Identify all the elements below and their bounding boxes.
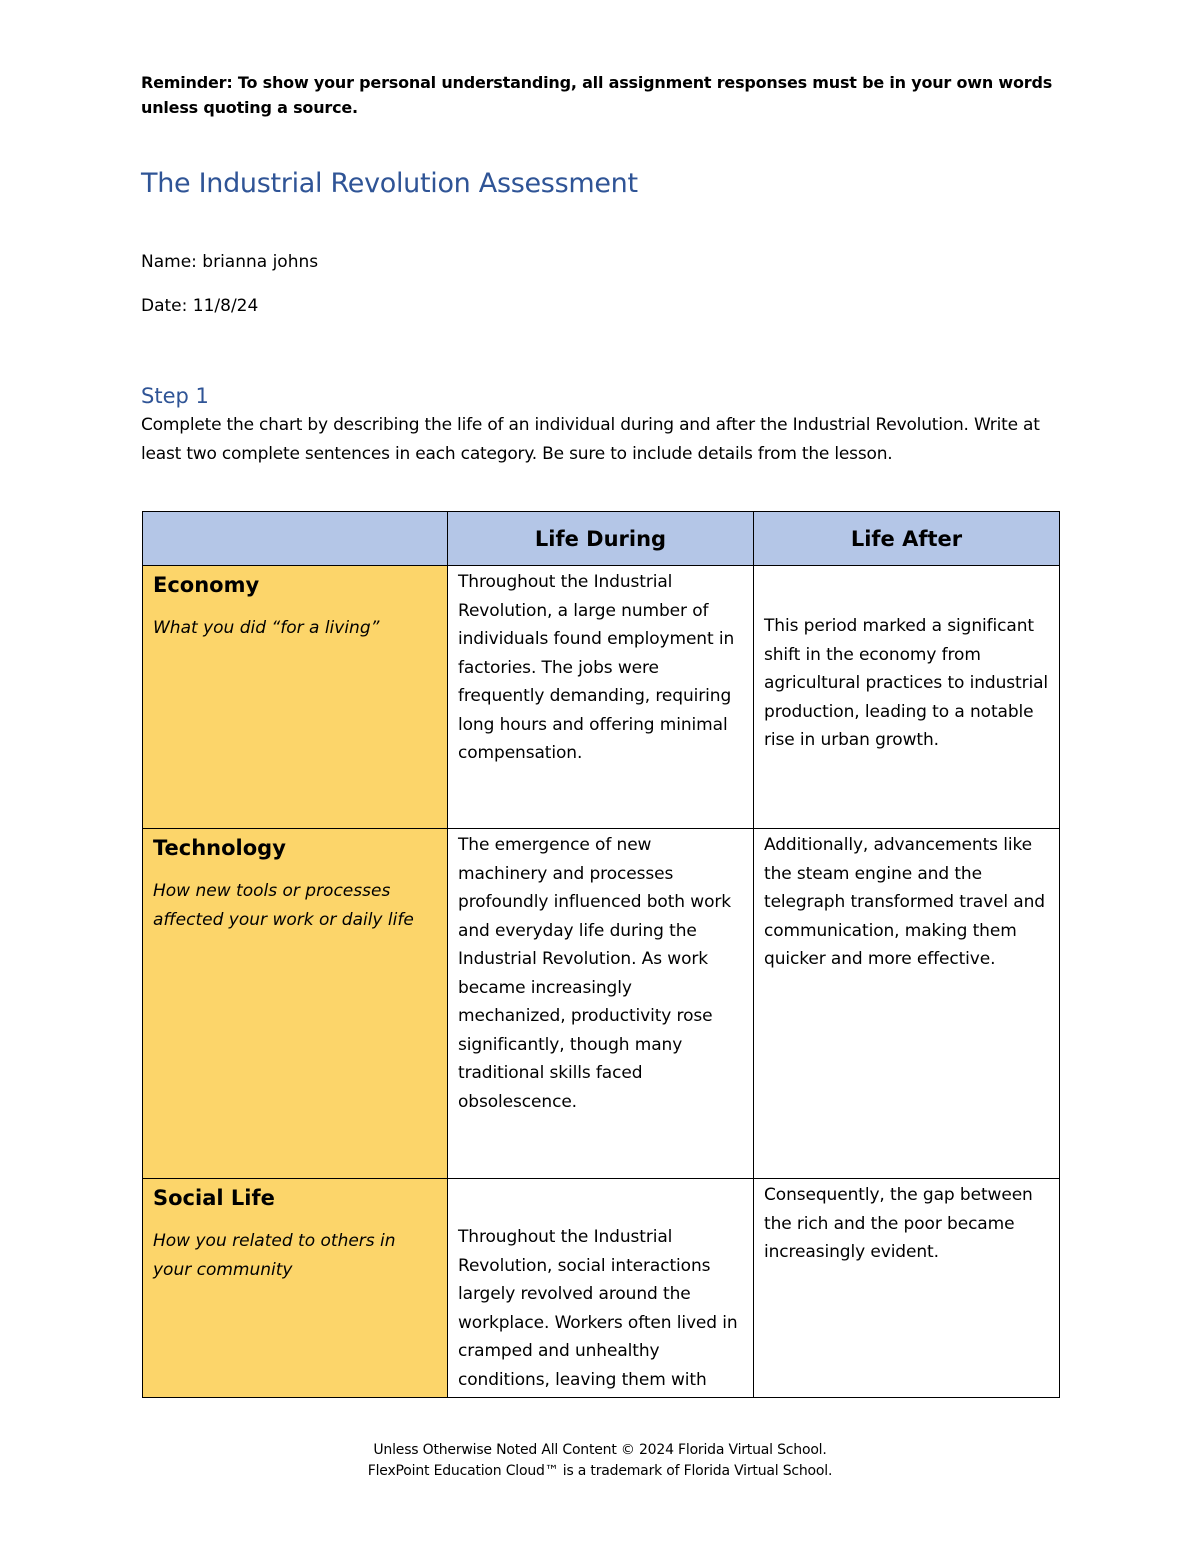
category-cell-technology [143, 829, 448, 1179]
footer-copyright: Unless Otherwise Noted All Content © 2024 Florida Virtual School. [373, 1442, 827, 1458]
reminder-note: Reminder: To show your personal understanding, all assignment responses must be in your own words unless quoting a source. [141, 73, 1053, 117]
response-text: Additionally, advancements like the steam engine and the telegraph transformed travel and communication, making them quicker and more effective. [764, 835, 1045, 969]
response-cell-after[interactable] [754, 566, 1060, 829]
category-description: What you did “for a living” [153, 618, 380, 638]
response-cell-during[interactable] [448, 566, 754, 829]
response-cell-during[interactable] [448, 829, 754, 1179]
table-row [143, 829, 1060, 1179]
response-cell-after[interactable] [754, 1179, 1060, 1398]
category-description: How new tools or processes affected your work or daily life [153, 881, 414, 930]
header-life-during: Life During [448, 512, 754, 566]
category-title: Social Life [153, 1186, 275, 1210]
page-footer [0, 1440, 1200, 1482]
category-cell-social-life [143, 1179, 448, 1398]
response-cell-after[interactable] [754, 829, 1060, 1179]
table-row [143, 1179, 1060, 1398]
table-row [143, 566, 1060, 829]
life-comparison-chart [142, 511, 1060, 1398]
response-text: This period marked a significant shift in the economy from agricultural practices to industrial production, leading to a notable rise in urban growth. [764, 616, 1049, 750]
student-name: Name: brianna johns [141, 252, 319, 272]
response-text: The emergence of new machinery and processes profoundly influenced both work and everyday life during the Industrial Revolution. As work became increasingly mechanized, productivity rose significantly, though many traditional skills faced obsolescence. [458, 835, 732, 1112]
category-title: Technology [153, 836, 286, 860]
response-text: Throughout the Industrial Revolution, social interactions largely revolved around the workplace. Workers often lived in cramped and unhealthy conditions, leaving them with [458, 1227, 738, 1390]
category-title: Economy [153, 573, 260, 597]
response-cell-during[interactable] [448, 1179, 754, 1398]
chart-header-row [143, 512, 1060, 566]
category-description: How you related to others in your community [153, 1231, 396, 1280]
response-text: Throughout the Industrial Revolution, a large number of individuals found employment in factories. The jobs were frequently demanding, requiring long hours and offering minimal compensation. [458, 572, 735, 763]
step-instructions: Complete the chart by describing the life of an individual during and after the Industrial Revolution. Write at least two complete sentences in each category. Be sure to include details from the lesson. [141, 415, 1040, 464]
step-heading: Step 1 [141, 384, 209, 408]
category-cell-economy [143, 566, 448, 829]
header-blank-cell [143, 512, 448, 566]
response-text: Consequently, the gap between the rich and the poor became increasingly evident. [764, 1185, 1033, 1262]
footer-trademark: FlexPoint Education Cloud™ is a trademark of Florida Virtual School. [367, 1463, 833, 1479]
header-life-after: Life After [754, 512, 1060, 566]
page-title: The Industrial Revolution Assessment [141, 168, 638, 199]
assignment-date: Date: 11/8/24 [141, 296, 259, 316]
